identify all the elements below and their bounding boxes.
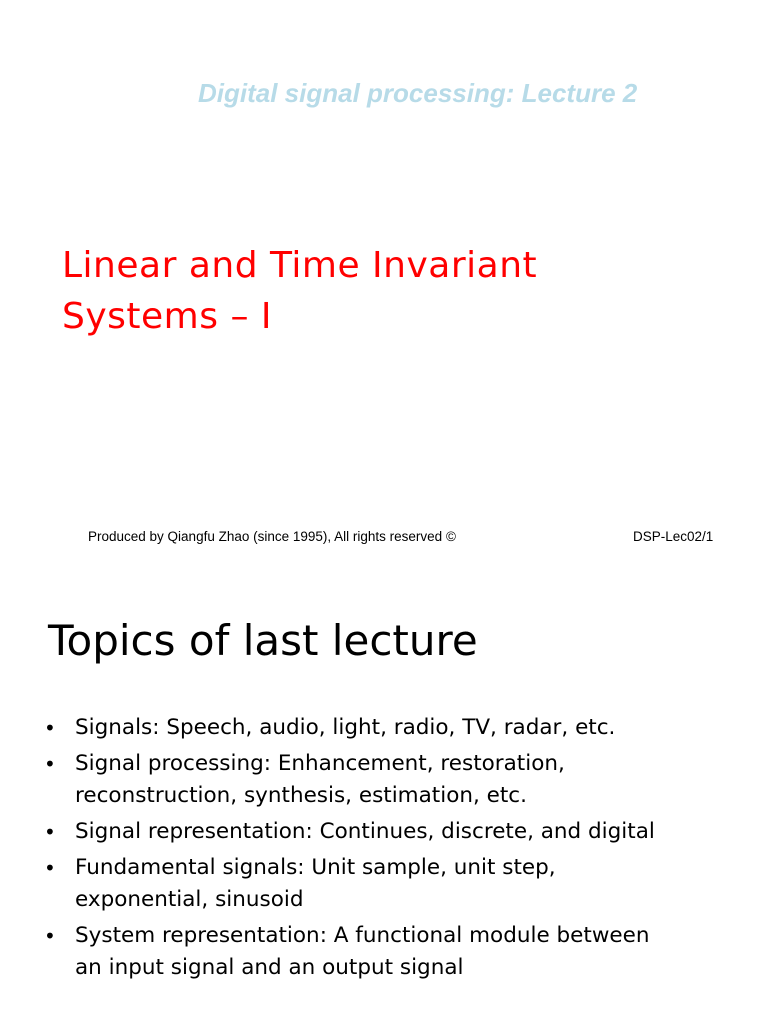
topic-text: System representation: A functional module between [75,923,650,948]
footer-page-number: DSP-Lec02/1 [633,529,714,544]
main-title-line-2: Systems – I [62,296,273,337]
topic-item [44,816,744,848]
bullet-icon: • [44,752,56,776]
topics-heading: Topics of last lecture [48,616,478,665]
topic-text: Signals: Speech, audio, light, radio, TV, radar, etc. [75,715,616,740]
footer-credit: Produced by Qiangfu Zhao (since 1995), All rights reserved © [88,529,456,544]
topic-text: Signal processing: Enhancement, restoration, [75,751,565,776]
main-title [62,240,682,342]
bullet-icon: • [44,820,56,844]
main-title-line-1: Linear and Time Invariant [62,245,538,286]
bullet-icon: • [44,716,56,740]
bullet-icon: • [44,856,56,880]
topic-item [44,712,744,744]
topic-text-continued: exponential, sinusoid [75,887,304,912]
topic-item [44,748,744,812]
topic-text-continued: reconstruction, synthesis, estimation, etc. [75,783,527,808]
topic-list [44,712,744,988]
topic-item [44,920,744,984]
bullet-icon: • [44,924,56,948]
slide-topics [0,576,768,1024]
topic-text: Signal representation: Continues, discrete, and digital [75,819,655,844]
topic-text: Fundamental signals: Unit sample, unit step, [75,855,556,880]
topic-item [44,852,744,916]
topic-text-continued: an input signal and an output signal [75,955,464,980]
lecture-header: Digital signal processing: Lecture 2 [198,78,638,108]
